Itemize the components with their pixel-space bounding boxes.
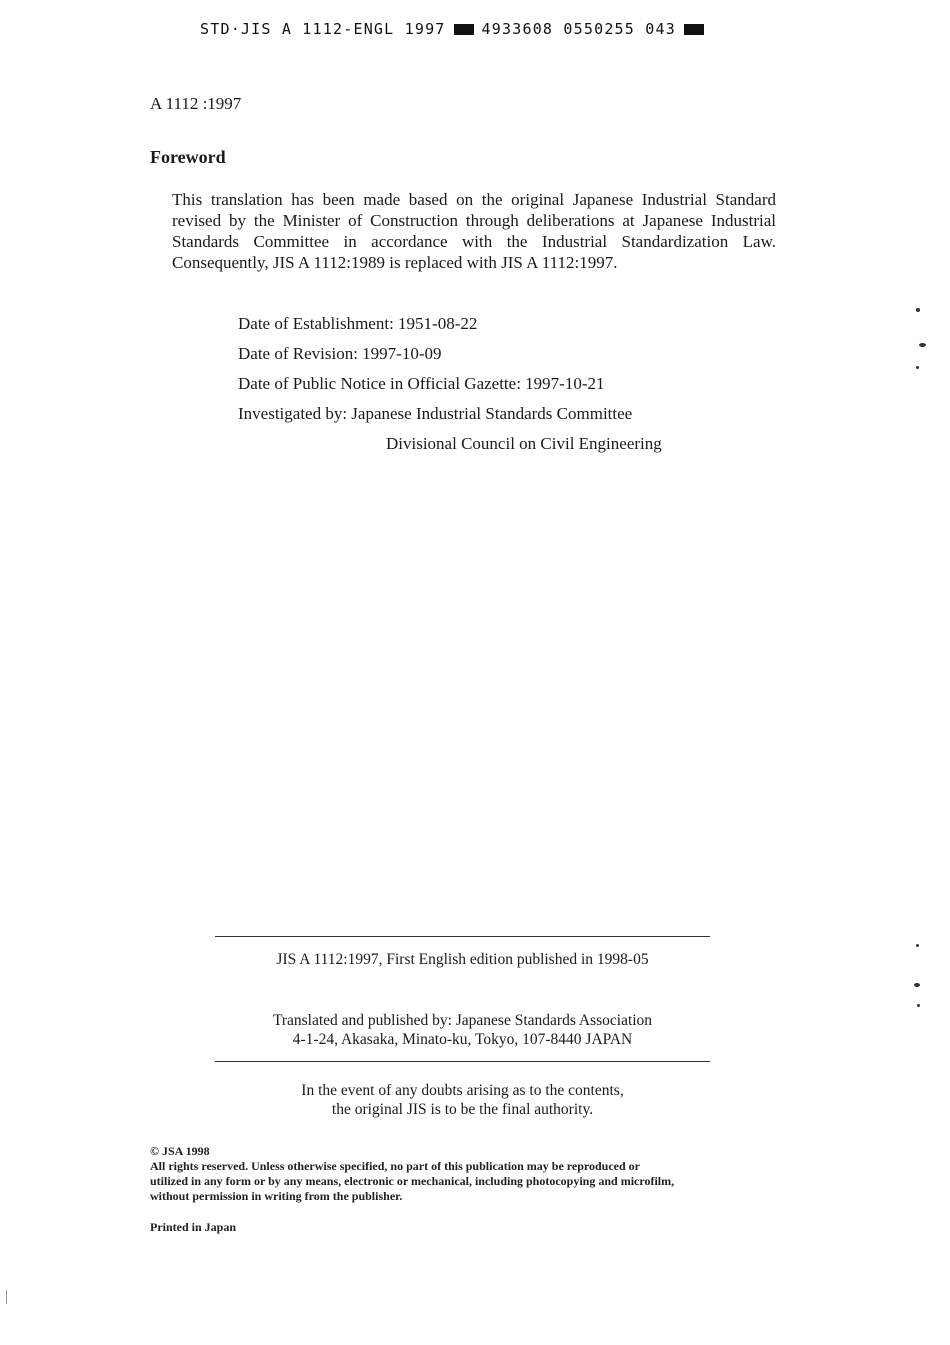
date-of-public-notice: Date of Public Notice in Official Gazette: 1997-10-21 [238,374,605,393]
rights-line-1: All rights reserved. Unless otherwise specified, no part of this publication may be reproduced or [150,1159,640,1173]
foreword-title: Foreword [150,147,226,167]
edition-line: JIS A 1112:1997, First English edition published in 1998-05 [276,951,649,968]
authority-line-2: the original JIS is to be the final authority. [331,1101,594,1118]
publisher-line: Translated and published by: Japanese Standards Association [272,1012,653,1029]
investigated-by: Investigated by: Japanese Industrial Standards Committee [238,404,633,423]
scan-speck [916,366,919,369]
bottom-divider [215,1061,710,1062]
control-code-left: STD·JIS A 1112-ENGL 1997 [200,20,446,38]
control-code-mid: 4933608 0550255 043 [481,20,676,38]
date-of-establishment: Date of Establishment: 1951-08-22 [238,314,478,333]
copyright-notice: © JSA 1998 [150,1144,210,1158]
rights-line-3: without permission in writing from the publisher. [150,1189,403,1203]
document-control-code [200,20,712,38]
date-of-revision: Date of Revision: 1997-10-09 [238,344,442,363]
foreword-body: This translation has been made based on the original Japanese Industrial Standard revised by the Minister of Construction through deliberations at Japanese Industrial Standards Committee in accordance with the Industrial Standardization Law. Consequently, JIS A 1112:1989 is replaced with JIS A 1112:1997. [172,190,776,272]
authority-line-1: In the event of any doubts arising as to the contents, [301,1082,624,1099]
scan-speck [917,1004,920,1007]
standard-code: A 1112 :1997 [150,94,242,113]
scan-speck [6,1290,7,1304]
publisher-address: 4-1-24, Akasaka, Minato-ku, Tokyo, 107-8440 JAPAN [292,1031,633,1048]
printed-in: Printed in Japan [150,1220,237,1234]
scan-speck [916,308,920,312]
scan-speck [914,983,920,987]
scan-speck [919,343,926,347]
redaction-block [454,24,474,35]
scan-speck [916,944,919,947]
divisional-council: Divisional Council on Civil Engineering [386,434,662,453]
redaction-block [684,24,704,35]
top-divider [215,936,710,937]
rights-line-2: utilized in any form or by any means, electronic or mechanical, including photocopying and microfilm, [150,1174,675,1188]
